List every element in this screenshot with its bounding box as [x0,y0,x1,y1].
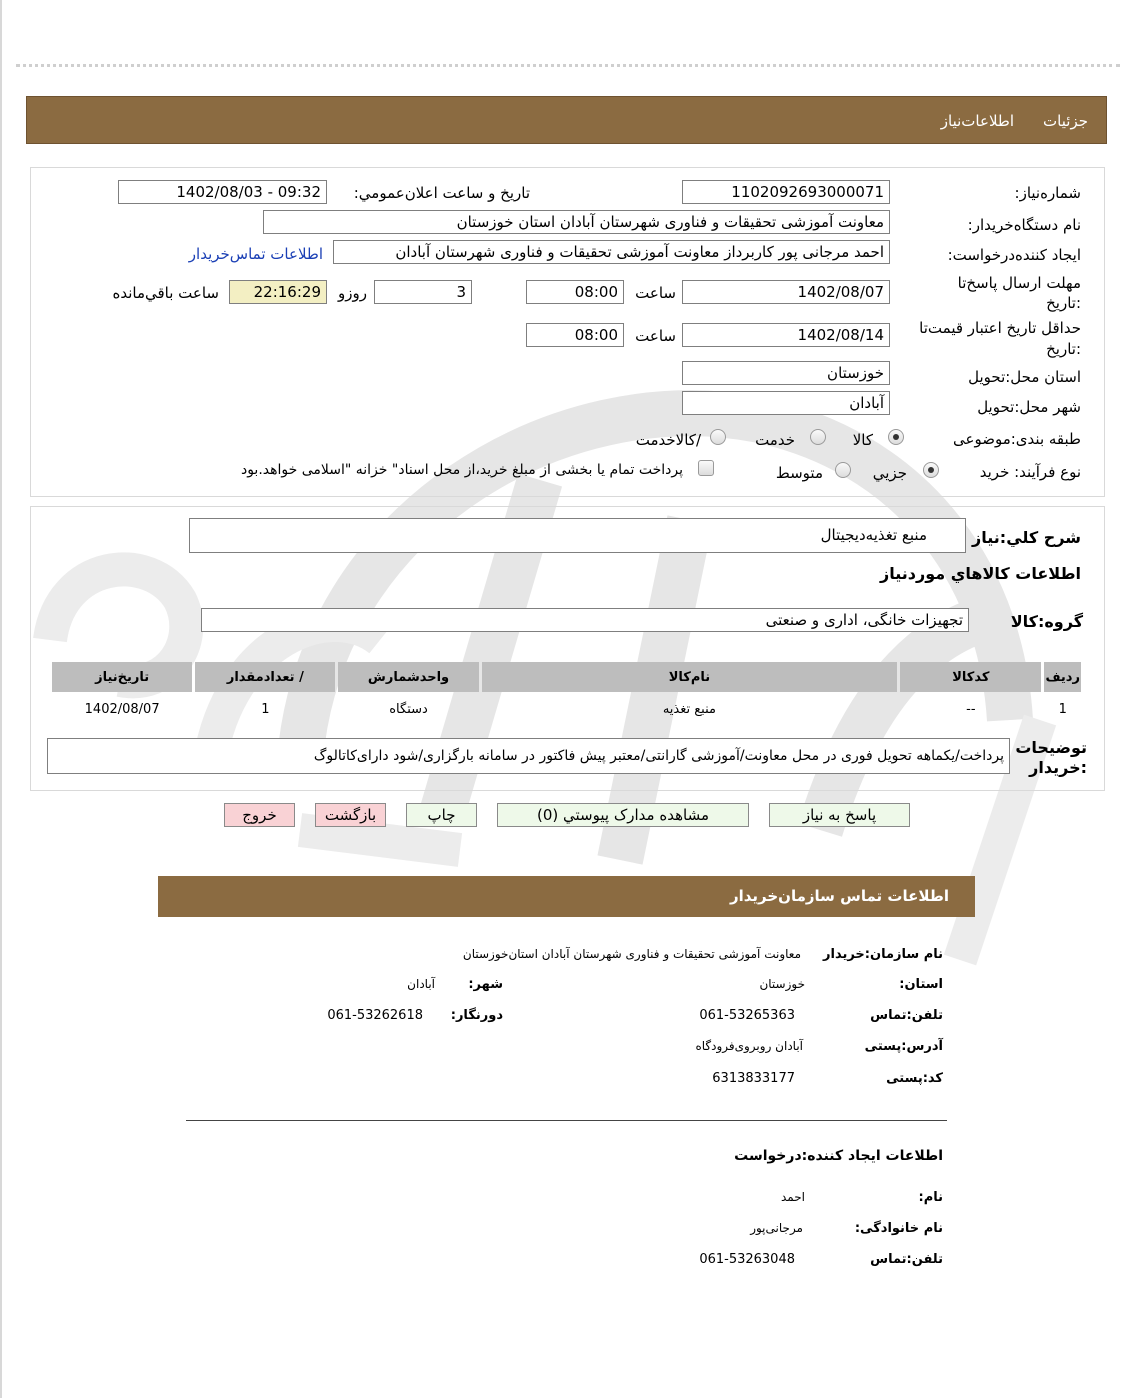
contact-phone-label: تلفن:تماس [870,1008,943,1023]
validity-time-label: ساعت [635,327,676,345]
buyer-contact-bar [158,876,975,917]
remaining-label: ساعت باقي‌مانده [112,284,219,302]
city-label: شهر محل:تحويل [977,398,1081,416]
city-field: آبادان [682,391,890,415]
deadline-time-label: ساعت [635,284,676,302]
need-number-field: 1102092693000071 [682,180,890,204]
process-small-label: جزيي [872,464,907,482]
process-medium-radio[interactable] [835,462,851,478]
cell-code: -- [966,701,976,717]
contact-fax-label: دورنگار: [450,1008,503,1023]
creator-family-value: مرجانی‌پور [750,1221,803,1235]
treasury-checkbox[interactable] [698,460,714,476]
validity-time-field: 08:00 [526,323,624,347]
contact-fax-value: 061-53262618 [327,1008,423,1023]
reply-button[interactable]: پاسخ به نياز [769,803,910,827]
org-value: معاونت آموزشی تحقیقات و فناوری شهرستان آبادان استان‌خوزستان [462,947,801,961]
validity-label: حداقل تاريخ اعتبار قيمت‌تا [919,319,1081,337]
remaining-time-field: 22:16:29 [229,280,327,304]
contact-phone-value: 061-53265363 [699,1008,795,1023]
days-field: 3 [374,280,472,304]
announce-label: تاریخ و ساعت اعلان‌عمومي: [353,184,530,202]
creator-phone-value: 061-53263048 [699,1252,795,1267]
notes-field: پرداخت/یکماهه تحویل فوری در محل معاونت/آموزشی گارانتی/معتبر پیش فاکتور در سامانه بارگزاری/شود دارای‌کاتالوگ [47,738,1010,774]
category-service-radio[interactable] [810,429,826,445]
deadline-label-date: :تاريخ [1046,294,1081,312]
header-bar [26,96,1107,144]
col-date: تاريخ‌نياز [52,662,192,692]
creator-family-label: نام خانوادگی: [854,1221,943,1236]
creator-phone-label: تلفن:تماس [870,1252,943,1267]
contact-address-label: آدرس:پستی [864,1039,943,1054]
contact-province-value: خوزستان [759,977,805,991]
tab-need-info[interactable]: اطلاعات‌نیاز [940,112,1014,130]
deadline-time-field: 08:00 [526,280,624,304]
section-divider [186,1120,947,1121]
goods-title: اطلاعات کالاهاي موردنیاز [880,564,1081,583]
view-attachments-button[interactable]: مشاهده مدارک پیوستي (0) [497,803,749,827]
cell-unit: دستگاه [389,701,428,717]
announce-field: 1402/08/03 - 09:32 [118,180,327,204]
cell-row: 1 [1058,701,1067,717]
col-unit: واحدشمارش [338,662,478,692]
contact-postal-label: کد:پستی [886,1071,943,1086]
top-divider [16,64,1120,67]
back-button[interactable]: بازگشت [315,803,386,827]
group-field: تجهیزات خانگی، اداری و صنعتی [201,608,969,632]
buyer-label: نام دستگاه‌خريدار: [967,216,1081,234]
category-goods-label: كالا [852,431,873,449]
notes-label-buyer: :خريدار [1029,758,1087,777]
description-label: شرح کلي:نیاز [972,528,1081,547]
group-label: گروه:کالا [1010,612,1083,631]
cell-date: 1402/08/07 [84,701,160,717]
col-row: رديف [1044,662,1081,692]
province-label: استان محل:تحويل [968,368,1081,386]
validity-date-field: 1402/08/14 [682,323,890,347]
process-label: نوع فرآیند: خرید [979,463,1081,481]
cell-qty: 1 [261,701,270,717]
notes-label: توضیحات [1015,738,1087,757]
buyer-contact-link[interactable]: اطلاعات تماس‌خريدار [188,245,323,263]
creator-label: ایجاد کننده‌درخواست: [947,246,1081,264]
contact-city-label: شهر: [468,977,503,992]
description-field: منبع تغذیه‌دیجیتال [189,518,966,553]
contact-province-label: استان: [899,977,943,992]
process-small-radio[interactable] [923,462,939,478]
contact-city-value: آبادان [407,977,435,991]
province-field: خوزستان [682,361,890,385]
buyer-contact-title: اطلاعات تماس سازمان‌خريدار [729,887,949,905]
table-row [52,695,1081,723]
category-both-radio[interactable] [710,429,726,445]
print-button[interactable]: چاپ [406,803,477,827]
need-number-label: شماره‌نیاز: [1014,184,1081,202]
deadline-label: مهلت ارسال پاسخ‌تا [957,274,1081,292]
creator-field: احمد مرجانی پور کاربرداز معاونت آموزشی تحقیقات و فناوری شهرستان آبادان [333,240,890,264]
col-code: کدکالا [900,662,1041,692]
exit-button[interactable]: خروج [224,803,295,827]
category-service-label: خدمت [755,431,795,449]
col-qty: / تعدادمقدار [195,662,335,692]
contact-address-value: آبادان روبروی‌فرودگاه [695,1039,803,1053]
category-label: طبقه بندی:موضوعی [953,430,1081,448]
col-name: نام‌کالا [482,662,898,692]
category-both-label: /كالاخدمت [635,431,701,449]
buyer-field: معاونت آموزشی تحقیقات و فناوری شهرستان آبادان استان خوزستان [263,210,890,234]
creator-name-label: نام: [918,1190,943,1205]
validity-label-date: :تاريخ [1046,340,1081,358]
process-medium-label: متوسط [775,464,823,482]
org-label: نام سازمان:خريدار [823,947,943,962]
cell-name: منبع تغذیه [662,701,716,717]
tab-details[interactable]: جزئیات [1043,112,1088,130]
creator-name-value: احمد [781,1190,805,1204]
creator-info-title: اطلاعات ایجاد کننده:درخواست [734,1148,943,1164]
days-label: روزو [338,284,367,302]
deadline-date-field: 1402/08/07 [682,280,890,304]
contact-postal-value: 6313833177 [712,1071,795,1086]
payment-note: پرداخت تمام یا بخشی از مبلغ خرید،از محل اسناد" خزانه "اسلامی خواهد.بود [240,462,683,478]
goods-table [49,659,1084,726]
window-edge [0,0,2,1398]
category-goods-radio[interactable] [888,429,904,445]
